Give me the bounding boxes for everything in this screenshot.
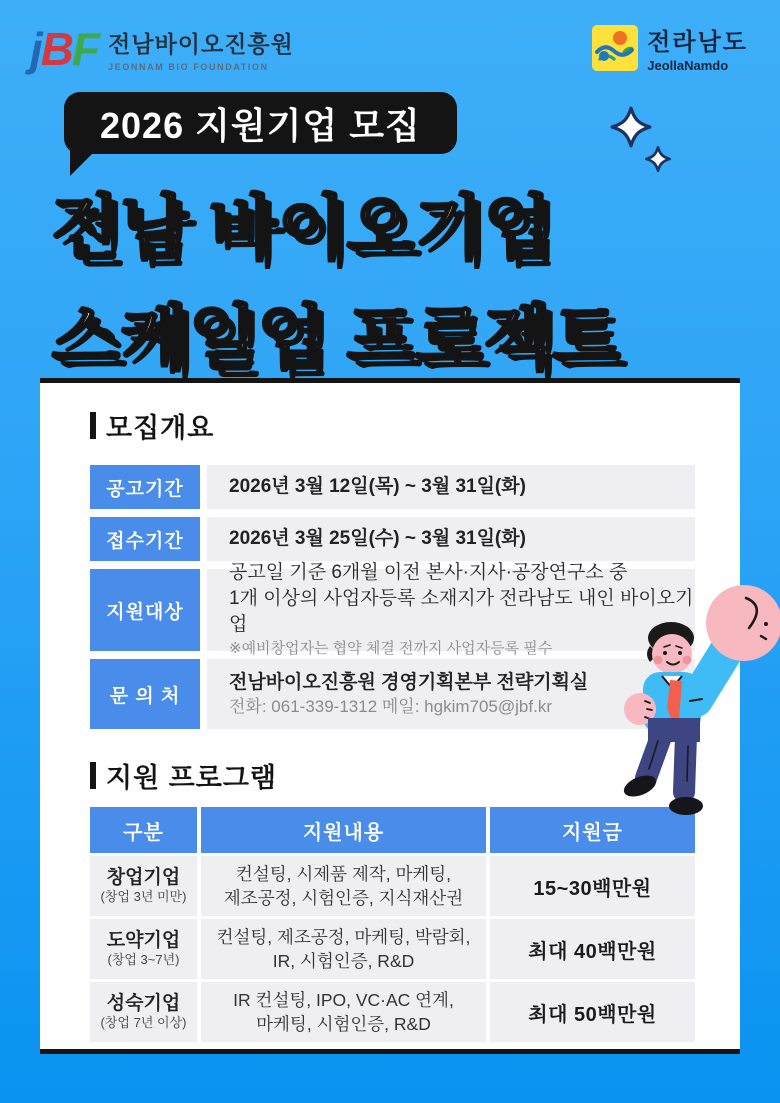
jbf-org-name-en: JEONNAM BIO FOUNDATION [108,62,269,72]
company-type: 도약기업 [106,930,181,951]
eligibility-line2: 1개 이상의 사업자등록 소재지가 전라남도 내인 바이오기업 [229,588,694,635]
program-row-leap [90,919,695,979]
row-label: 지원대상 [90,569,200,651]
overview-row-notice-period [90,465,695,509]
program-table [90,807,695,1042]
main-title-line1: 전남 바이오기업 [52,189,553,267]
jbf-foundation-logo [30,23,294,75]
application-period-value: 2026년 3월 25일(수) ~ 3월 31일(화) [229,528,526,549]
jbf-letter-f: F [72,23,99,75]
recruit-badge: 2026 지원기업 모집 [64,92,457,154]
section-title-bar [90,412,96,439]
jbf-logo-icon [30,23,99,75]
column-header-amount: 지원금 [490,807,695,853]
support-detail: IR 컨설팅, IPO, VC·AC 연계, [233,990,454,1010]
support-detail: IR, 시험인증, R&D [272,951,415,971]
support-detail: 컨설팅, 제조공정, 마케팅, 박람회, [216,927,471,947]
sparkle-icon [645,146,671,172]
row-label: 접수기간 [90,517,200,561]
jeollanamdo-emblem-icon [592,25,638,71]
businessman-mascot-illustration [598,576,780,816]
notice-period-value: 2026년 3월 12일(목) ~ 3월 31일(화) [229,476,526,497]
contact-phone-email: 전화: 061-339-1312 메일: hgkim705@jbf.kr [229,697,552,716]
overview-section-title-text: 모집개요 [106,412,215,443]
overview-section-title [90,409,695,441]
program-row-mature [90,982,695,1042]
jeollanamdo-name-en: JeollaNamdo [647,58,729,73]
eligibility-line1: 공고일 기준 6개월 이전 본사·지사·공장연구소 중 [229,562,628,583]
jeollanamdo-logo [592,22,748,73]
row-label: 문 의 처 [90,659,200,729]
program-section-title-text: 지원 프로그램 [106,762,277,793]
column-header-category: 구분 [90,807,197,853]
section-title-bar [90,762,96,789]
company-type-sub: (창업 3~7년) [107,952,180,967]
support-amount: 15~30백만원 [533,877,652,900]
support-detail: 컨설팅, 시제품 제작, 마케팅, [235,864,452,884]
main-title-line2: 스케일업 프로젝트 [52,299,622,377]
company-type: 성숙기업 [106,993,181,1014]
company-type: 창업기업 [106,867,181,888]
sparkle-icon [610,106,652,148]
support-amount: 최대 50백만원 [528,1003,657,1026]
company-type-sub: (창업 3년 미만) [100,889,187,904]
eligibility-note: ※예비창업자는 협약 체결 전까지 사업자등록 필수 [229,640,553,657]
jbf-letter-j: j [30,23,41,75]
jeollanamdo-name-ko: 전라남도 [647,29,748,56]
overview-row-application-period [90,517,695,561]
contact-department: 전남바이오진흥원 경영기획본부 전략기획실 [229,672,589,693]
support-detail: 제조공정, 시험인증, 지식재산권 [223,888,464,908]
support-detail: 마케팅, 시험인증, R&D [256,1014,431,1034]
company-type-sub: (창업 7년 이상) [100,1015,187,1030]
row-label: 공고기간 [90,465,200,509]
program-row-startup [90,856,695,916]
support-amount: 최대 40백만원 [528,940,657,963]
column-header-support: 지원내용 [201,807,486,853]
jbf-org-name-ko: 전남바이오진흥원 [108,31,294,57]
jbf-letter-b: B [40,23,73,75]
